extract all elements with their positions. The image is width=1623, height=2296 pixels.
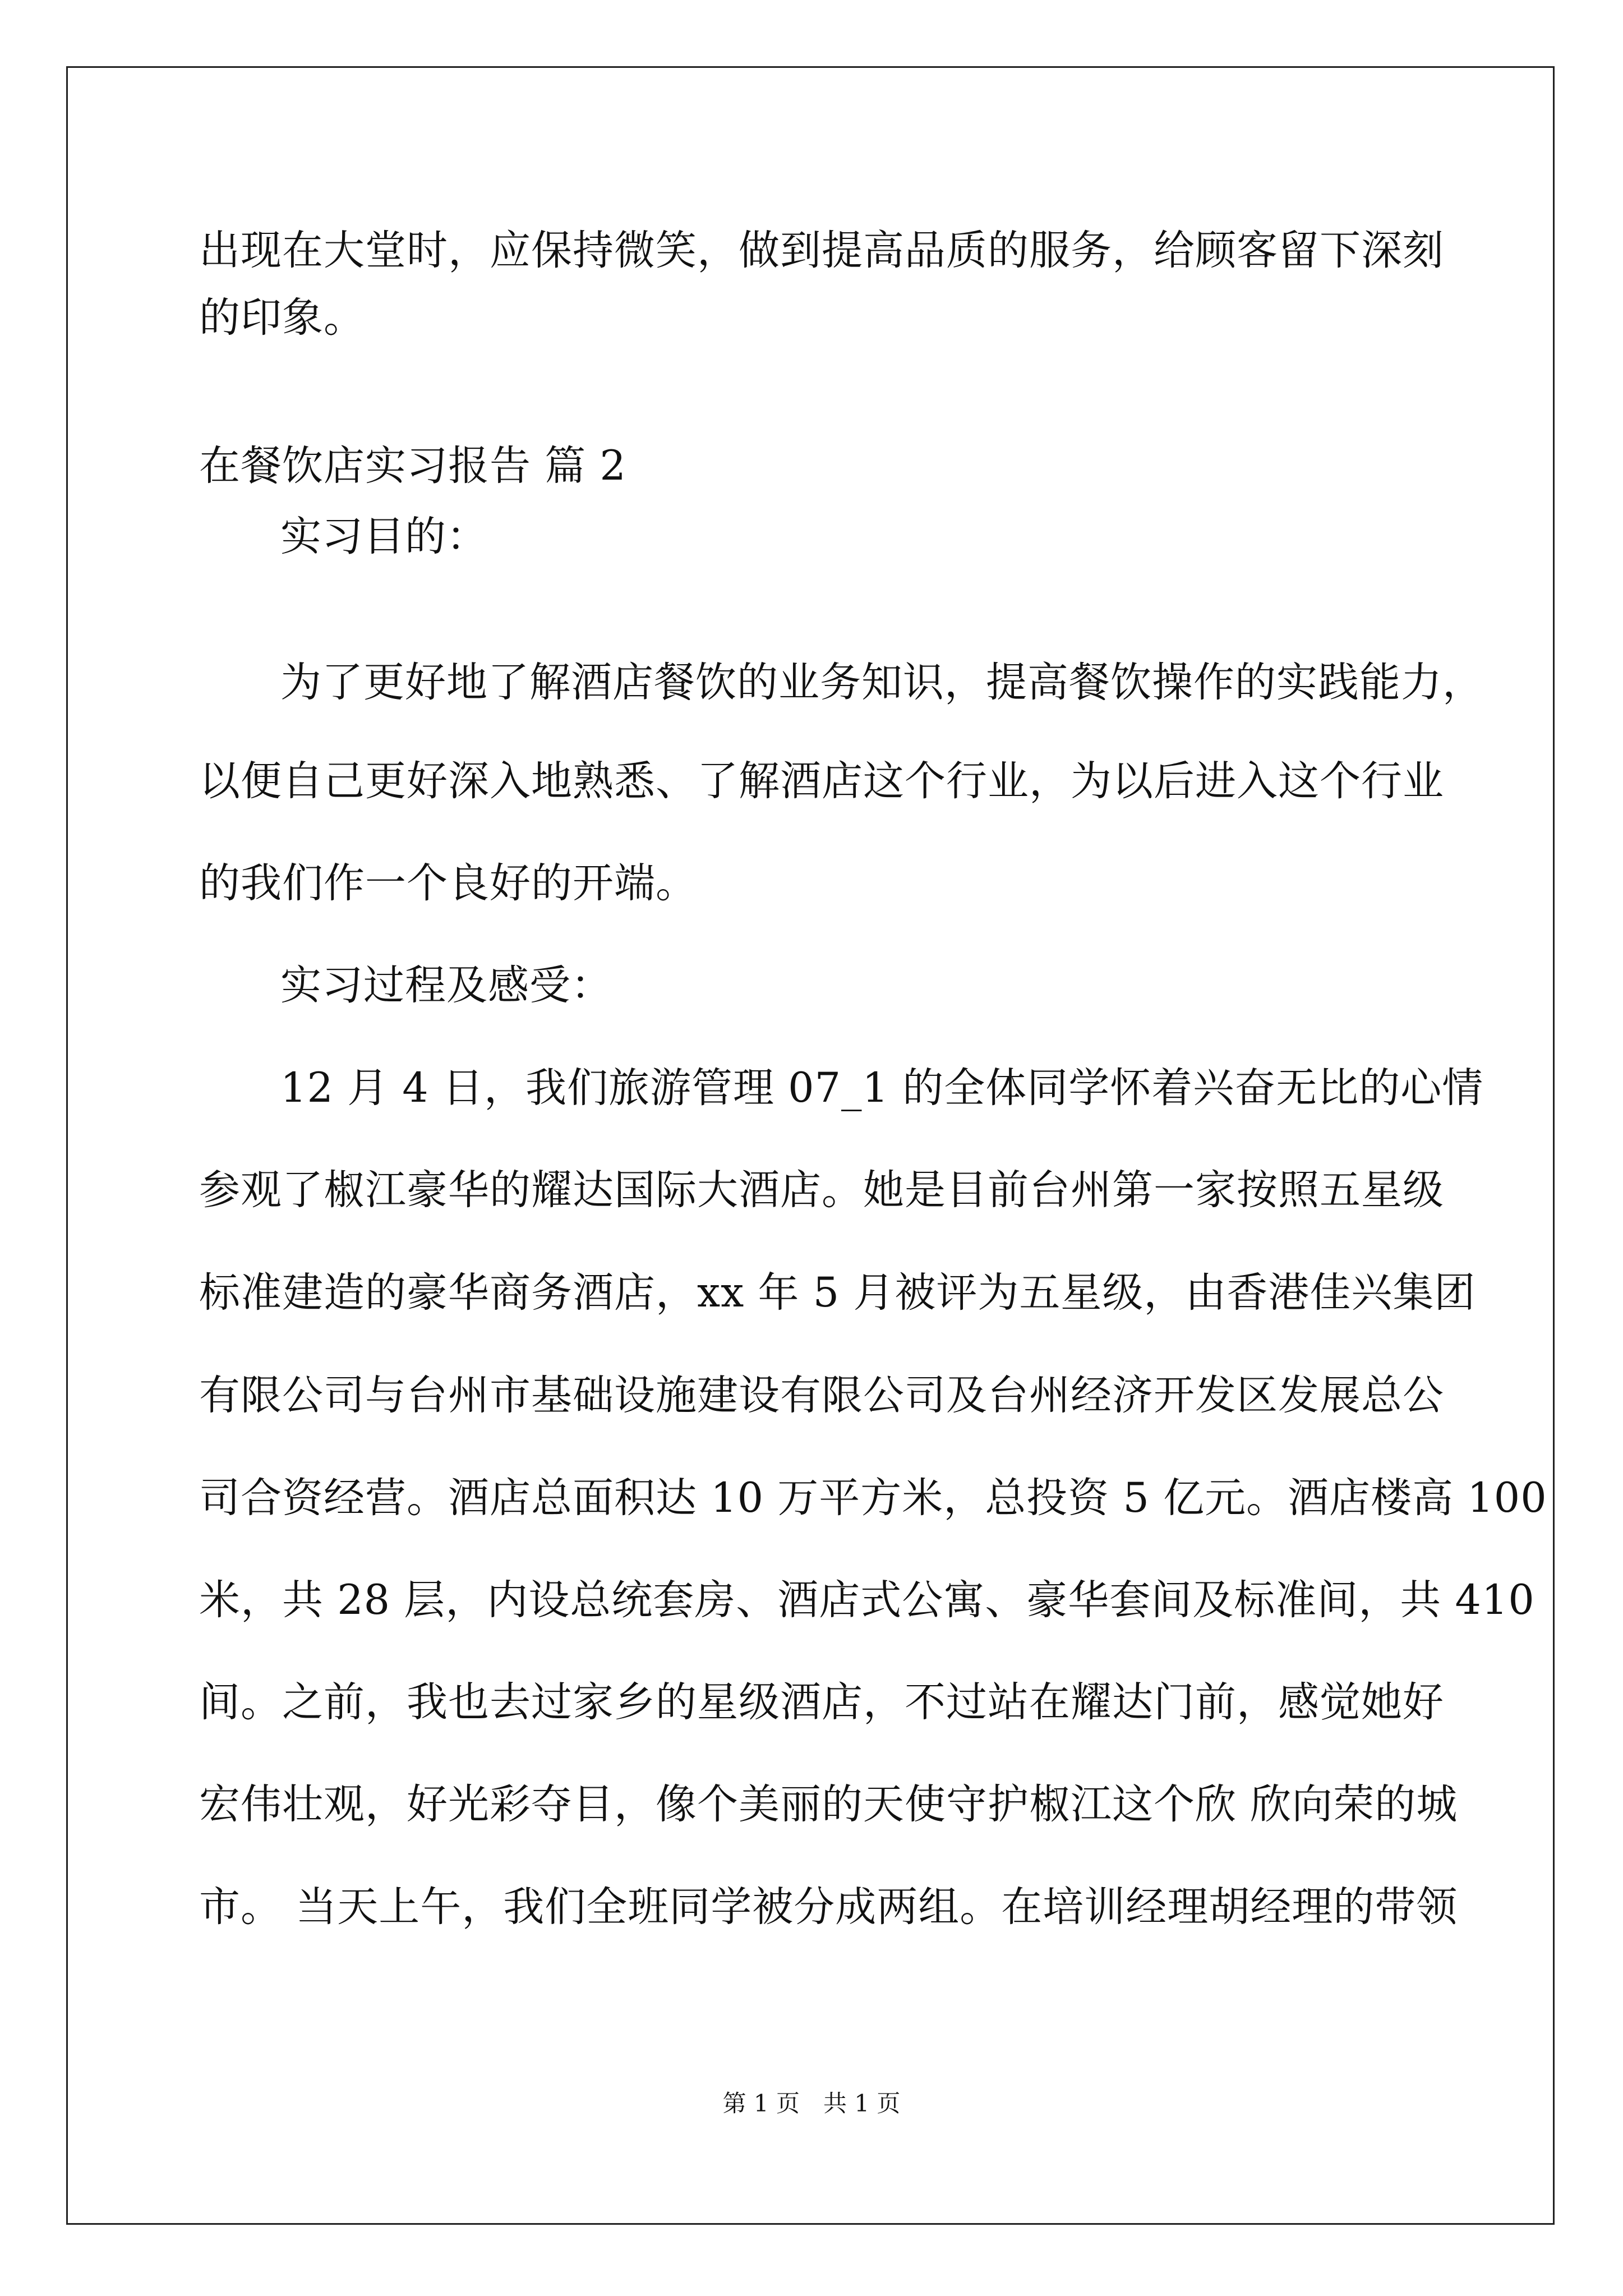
body-line-9: 12 月 4 日，我们旅游管理 07_1 的全体同学怀着兴奋无比的心情 (280, 1064, 1484, 1112)
section-heading: 在餐饮店实习报告 篇 2 (199, 442, 626, 490)
body-line-17: 市。 当天上午，我们全班同学被分成两组。在培训经理胡经理的带领 (199, 1883, 1458, 1931)
body-line-2: 的印象。 (199, 294, 365, 342)
subheading-process: 实习过程及感受： (280, 961, 612, 1009)
page-number-footer: 第 1 页 共 1 页 (722, 2090, 901, 2117)
subheading-purpose: 实习目的： (280, 513, 488, 560)
body-line-1: 出现在大堂时，应保持微笑，做到提高品质的服务，给顾客留下深刻 (199, 227, 1444, 274)
body-line-14: 米，共 28 层，内设总统套房、酒店式公寓、豪华套间及标准间，共 410 (199, 1576, 1535, 1624)
body-line-15: 间。之前，我也去过家乡的星级酒店，不过站在耀达门前，感觉她好 (199, 1678, 1444, 1726)
body-line-12: 有限公司与台州市基础设施建设有限公司及台州经济开发区发展总公 (199, 1372, 1444, 1419)
body-line-13: 司合资经营。酒店总面积达 10 万平方米，总投资 5 亿元。酒店楼高 100 (199, 1474, 1547, 1522)
body-line-5: 为了更好地了解酒店餐饮的业务知识，提高餐饮操作的实践能力， (280, 659, 1484, 706)
body-line-16: 宏伟壮观，好光彩夺目，像个美丽的天使守护椒江这个欣 欣向荣的城 (199, 1780, 1458, 1828)
body-line-10: 参观了椒江豪华的耀达国际大酒店。她是目前台州第一家按照五星级 (199, 1166, 1444, 1214)
body-line-11: 标准建造的豪华商务酒店，xx 年 5 月被评为五星级，由香港佳兴集团 (199, 1269, 1476, 1317)
body-line-6: 以便自己更好深入地熟悉、了解酒店这个行业，为以后进入这个行业 (199, 757, 1444, 805)
body-line-7: 的我们作一个良好的开端。 (199, 859, 697, 907)
